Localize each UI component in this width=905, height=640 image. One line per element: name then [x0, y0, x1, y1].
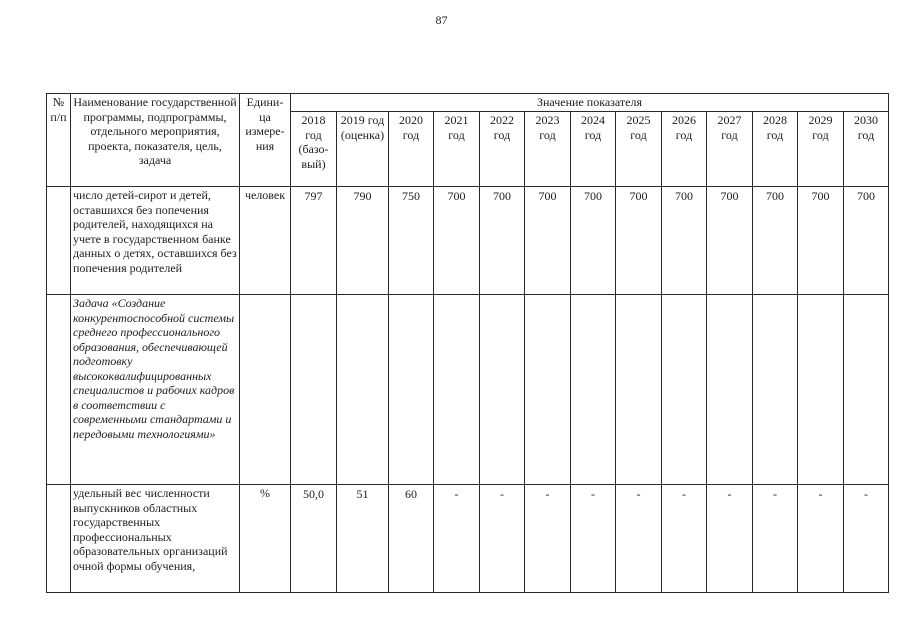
- value-cell: [291, 295, 337, 485]
- value-cell: [434, 295, 480, 485]
- header-unit: Едини-ца измере-ния: [240, 94, 291, 187]
- row-num: [47, 187, 71, 295]
- value-cell: 700: [753, 187, 798, 295]
- row-unit: %: [240, 485, 291, 593]
- value-cell: 700: [798, 187, 844, 295]
- header-year: 2027 год: [707, 112, 753, 187]
- row-name: удельный вес численности выпускников областных государственных профессиональных образовательных организаций очной формы обучения,: [71, 485, 240, 593]
- header-year: 2018 год (базо-вый): [291, 112, 337, 187]
- value-cell: [525, 295, 571, 485]
- value-cell: 797: [291, 187, 337, 295]
- header-year: 2019 год (оценка): [337, 112, 389, 187]
- table-row: [47, 295, 889, 485]
- value-cell: -: [753, 485, 798, 593]
- header-year: 2024 год: [571, 112, 616, 187]
- value-cell: 700: [616, 187, 662, 295]
- value-cell: 700: [707, 187, 753, 295]
- header-year: 2029 год: [798, 112, 844, 187]
- value-cell: [571, 295, 616, 485]
- task-name: Задача «Создание конкурентоспособной системы среднего профессионального образования, обеспечивающей подготовку высококвалифицированных специалистов и рабочих кадров в соответствии с современными стандартами и передовыми технологиями»: [71, 295, 240, 485]
- header-year: 2028 год: [753, 112, 798, 187]
- header-value-group: Значение показателя: [291, 94, 889, 112]
- value-cell: 700: [571, 187, 616, 295]
- row-unit: человек: [240, 187, 291, 295]
- header-name: Наименование государственной программы, подпрограммы, отдельного мероприятия, проекта, показателя, цель, задача: [71, 94, 240, 187]
- header-num: № п/п: [47, 94, 71, 187]
- header-year: 2030 год: [844, 112, 889, 187]
- value-cell: -: [525, 485, 571, 593]
- value-cell: 50,0: [291, 485, 337, 593]
- row-unit: [240, 295, 291, 485]
- value-cell: 60: [389, 485, 434, 593]
- table-row: [47, 187, 889, 295]
- value-cell: 51: [337, 485, 389, 593]
- value-cell: [844, 295, 889, 485]
- value-cell: 790: [337, 187, 389, 295]
- value-cell: 700: [662, 187, 707, 295]
- header-year: 2022 год: [480, 112, 525, 187]
- row-name: число детей-сирот и детей, оставшихся без попечения родителей, находящихся на учете в государственном банке данных о детях, оставшихся без попечения родителей: [71, 187, 240, 295]
- value-cell: 700: [434, 187, 480, 295]
- row-num: [47, 295, 71, 485]
- value-cell: [662, 295, 707, 485]
- value-cell: -: [707, 485, 753, 593]
- header-year: 2025 год: [616, 112, 662, 187]
- value-cell: -: [844, 485, 889, 593]
- header-year: 2023 год: [525, 112, 571, 187]
- value-cell: -: [434, 485, 480, 593]
- header-year: 2021 год: [434, 112, 480, 187]
- indicators-table: [46, 93, 889, 593]
- value-cell: 700: [480, 187, 525, 295]
- value-cell: [798, 295, 844, 485]
- value-cell: -: [480, 485, 525, 593]
- header-row-1: [47, 94, 889, 112]
- value-cell: [389, 295, 434, 485]
- value-cell: -: [662, 485, 707, 593]
- value-cell: [707, 295, 753, 485]
- value-cell: [753, 295, 798, 485]
- value-cell: -: [798, 485, 844, 593]
- value-cell: [616, 295, 662, 485]
- row-num: [47, 485, 71, 593]
- value-cell: -: [616, 485, 662, 593]
- header-year: 2020 год: [389, 112, 434, 187]
- table-row: [47, 485, 889, 593]
- value-cell: 700: [844, 187, 889, 295]
- page-number: 87: [435, 13, 448, 27]
- header-year: 2026 год: [662, 112, 707, 187]
- value-cell: [480, 295, 525, 485]
- value-cell: 750: [389, 187, 434, 295]
- value-cell: 700: [525, 187, 571, 295]
- value-cell: [337, 295, 389, 485]
- value-cell: -: [571, 485, 616, 593]
